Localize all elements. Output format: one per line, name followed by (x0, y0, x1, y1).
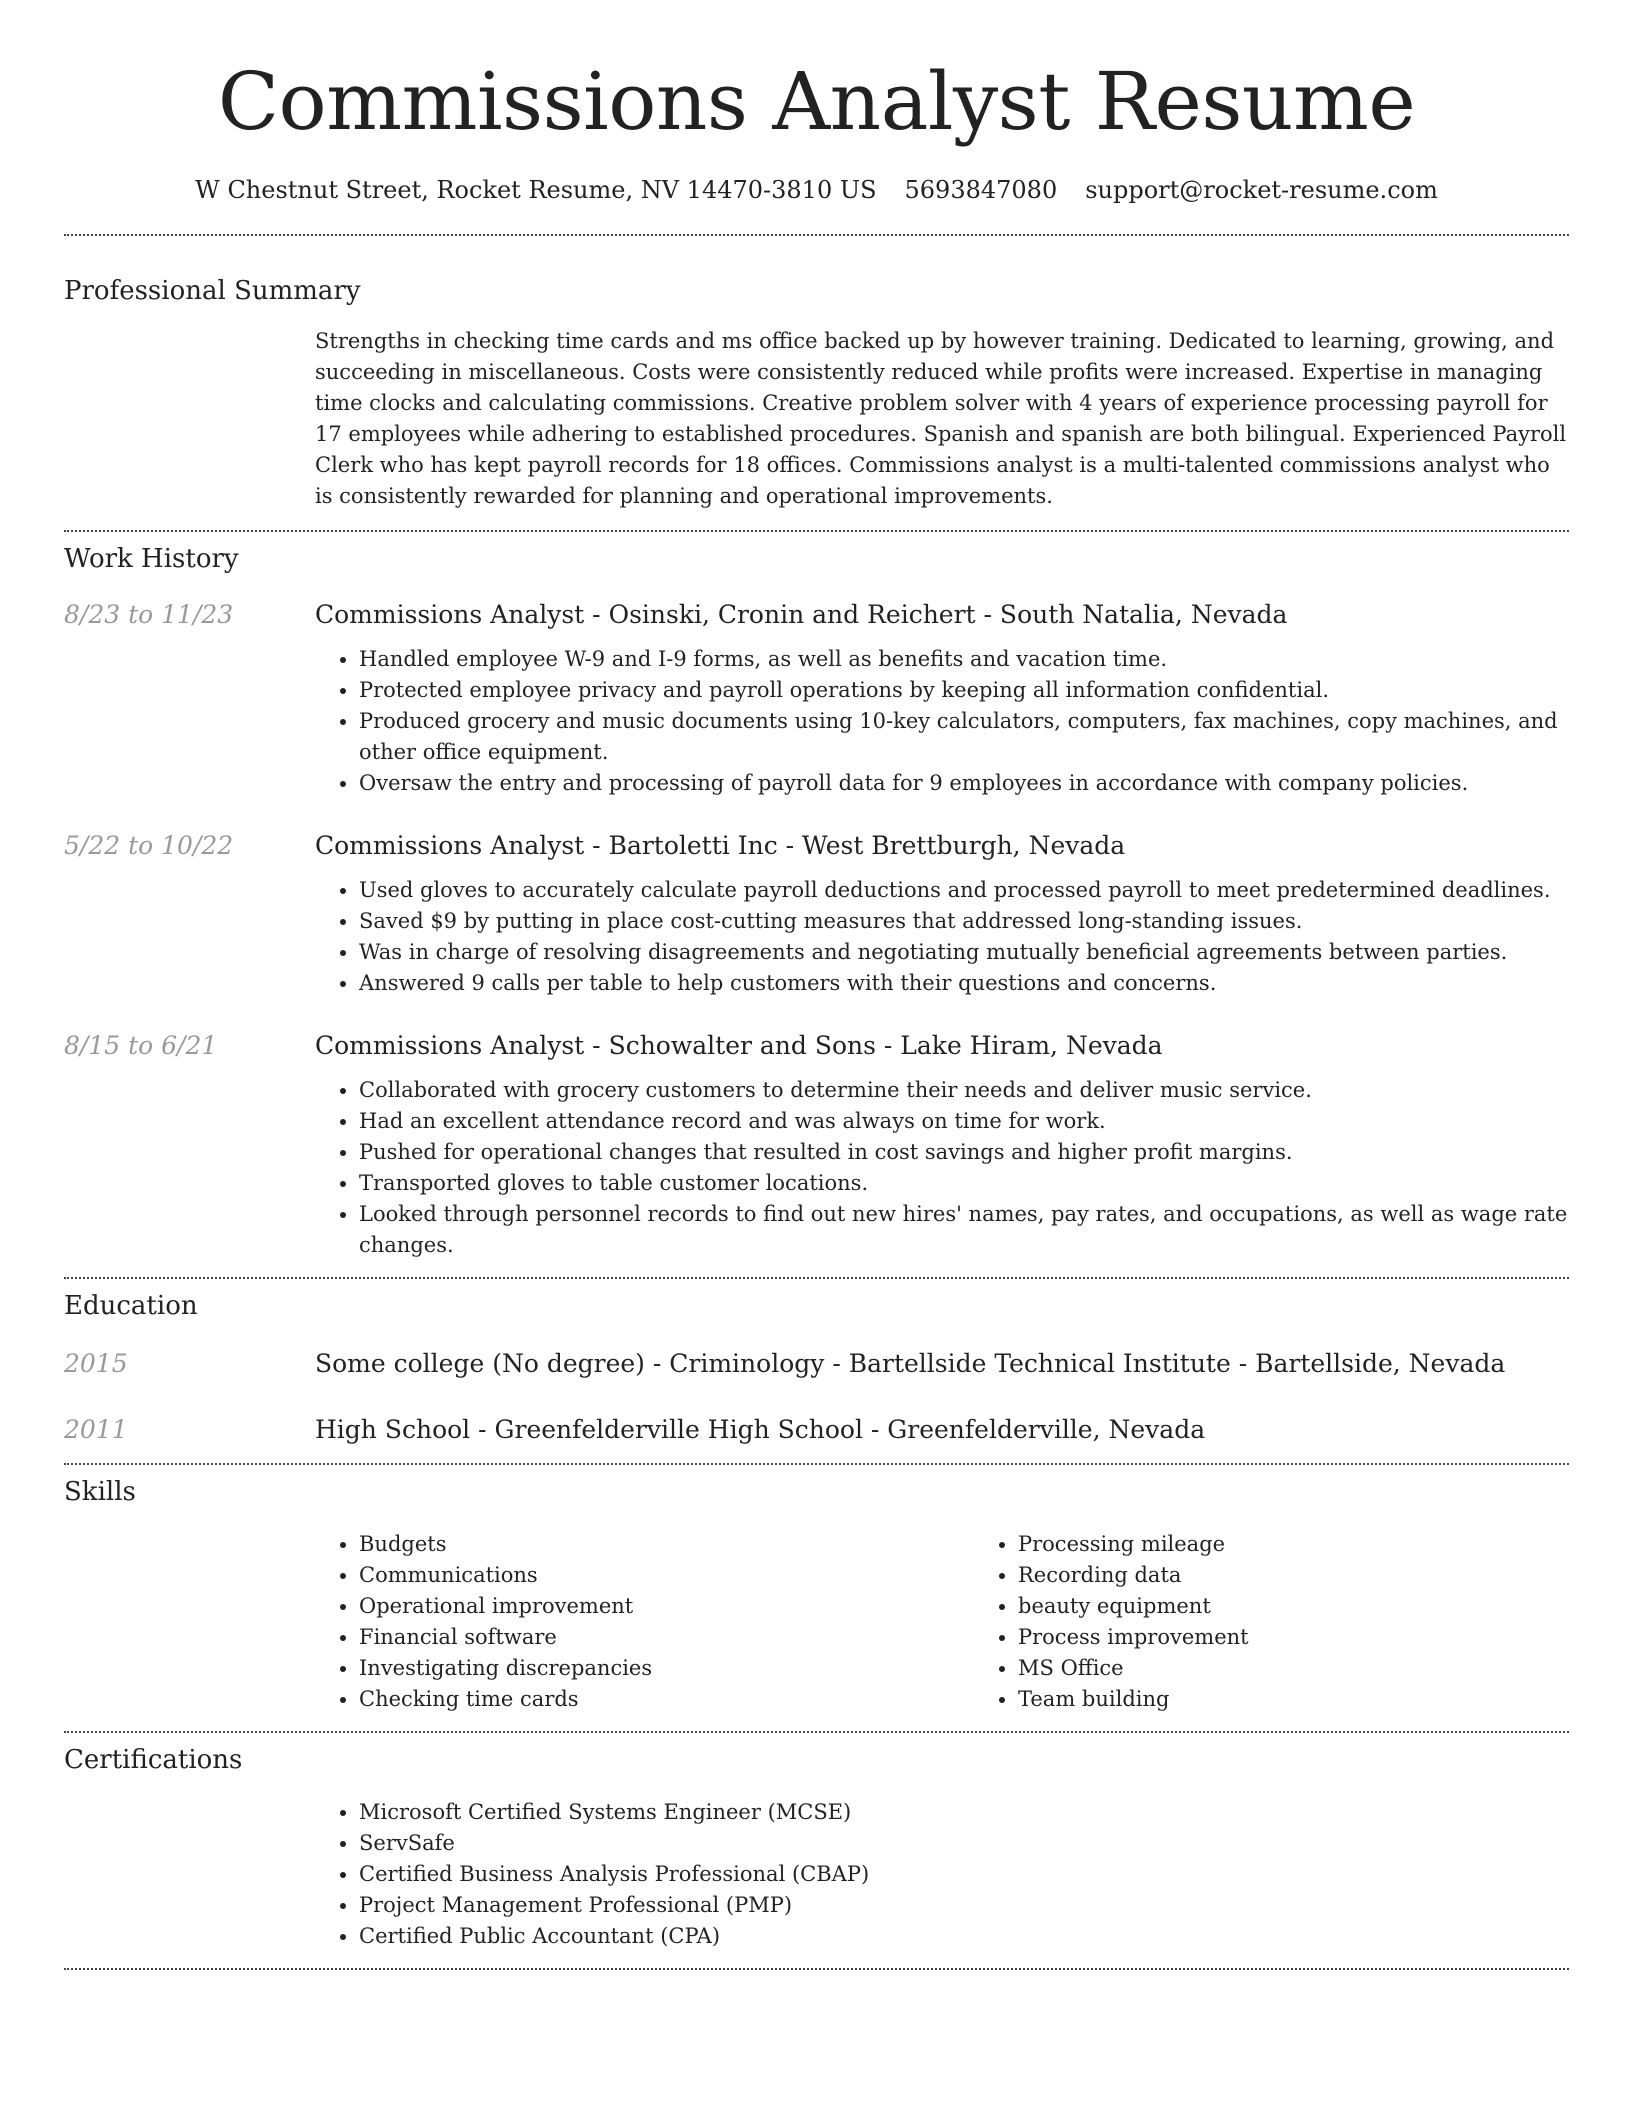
list-item: • Answered 9 calls per table to help customers with their questions and concerns. (359, 968, 1569, 999)
education-entry (64, 1347, 1569, 1381)
list-item: • Financial software (359, 1622, 974, 1653)
list-item: • Certified Public Accountant (CPA) (359, 1921, 1569, 1952)
list-item: • beauty equipment (1018, 1591, 1632, 1622)
section-heading-work: Work History (64, 544, 239, 574)
divider (64, 1277, 1569, 1279)
job-entry (64, 598, 1569, 799)
list-item: • Was in charge of resolving disagreements and negotiating mutually beneficial agreements between parties. (359, 937, 1569, 968)
job-title: Commissions Analyst - Schowalter and Sons - Lake Hiram, Nevada (315, 1031, 1163, 1060)
job-bullets (315, 644, 1569, 799)
job-bullets (315, 1075, 1569, 1261)
list-item: • Recording data (1018, 1560, 1632, 1591)
list-item: • Handled employee W-9 and I-9 forms, as well as benefits and vacation time. (359, 644, 1569, 675)
list-item: • Protected employee privacy and payroll operations by keeping all information confidential. (359, 675, 1569, 706)
summary-text: Strengths in checking time cards and ms office backed up by however training. Dedicated to learning, growing, and succeeding in miscellaneous. Costs were consistently reduced while profits were increased. Expertise in managing time clocks and calculating commissions. Creative problem solver with 4 years of experience processing payroll for 17 employees while adhering to established procedures. Spanish and spanish are both bilingual. Experienced Payroll Clerk who has kept payroll records for 18 offices. Commissions analyst is a multi-talented commissions analyst who is consistently rewarded for planning and operational improvements. (315, 329, 1567, 508)
job-title: Commissions Analyst - Bartoletti Inc - West Brettburgh, Nevada (315, 831, 1126, 860)
education-title: Some college (No degree) - Criminology - Bartellside Technical Institute - Bartellside, Nevada (315, 1349, 1506, 1378)
resume-page (64, 0, 1569, 1970)
job-entry (64, 1029, 1569, 1261)
education-title: High School - Greenfelderville High School - Greenfelderville, Nevada (315, 1415, 1206, 1444)
address: W Chestnut Street, Rocket Resume, NV 14470-3810 US (195, 176, 877, 204)
education-year: 2011 (64, 1415, 128, 1444)
list-item: • Operational improvement (359, 1591, 974, 1622)
list-item: • Looked through personnel records to find out new hires' names, pay rates, and occupations, as well as wage rate changes. (359, 1199, 1569, 1261)
section-heading-skills: Skills (64, 1477, 136, 1507)
list-item: • Pushed for operational changes that resulted in cost savings and higher profit margins. (359, 1137, 1569, 1168)
divider (64, 530, 1569, 532)
list-item: • Checking time cards (359, 1684, 974, 1715)
divider (64, 1731, 1569, 1733)
job-dates: 5/22 to 10/22 (64, 831, 234, 860)
divider (64, 1968, 1569, 1970)
list-item: • Transported gloves to table customer locations. (359, 1168, 1569, 1199)
list-item: • Budgets (359, 1529, 974, 1560)
certifications-list (315, 1797, 1569, 1952)
skills-list-right (974, 1529, 1632, 1715)
phone: 5693847080 (904, 176, 1058, 204)
skills-lists (315, 1529, 1632, 1715)
list-item: • Processing mileage (1018, 1529, 1632, 1560)
list-item: • Team building (1018, 1684, 1632, 1715)
list-item: • Had an excellent attendance record and was always on time for work. (359, 1106, 1569, 1137)
section-heading-certifications: Certifications (64, 1745, 243, 1775)
list-item: • MS Office (1018, 1653, 1632, 1684)
list-item: • Project Management Professional (PMP) (359, 1890, 1569, 1921)
list-item: • Investigating discrepancies (359, 1653, 974, 1684)
section-heading-summary: Professional Summary (64, 276, 361, 306)
job-dates: 8/15 to 6/21 (64, 1031, 218, 1060)
email: support@rocket-resume.com (1085, 176, 1438, 204)
list-item: • Collaborated with grocery customers to determine their needs and deliver music service. (359, 1075, 1569, 1106)
divider (64, 234, 1569, 236)
skills-row (64, 1529, 1569, 1715)
summary-row (64, 326, 1569, 512)
contact-line (64, 174, 1569, 206)
section-heading-education: Education (64, 1291, 198, 1321)
list-item: • Used gloves to accurately calculate payroll deductions and processed payroll to meet predetermined deadlines. (359, 875, 1569, 906)
divider (64, 1463, 1569, 1465)
list-item: • Process improvement (1018, 1622, 1632, 1653)
list-item: • Oversaw the entry and processing of payroll data for 9 employees in accordance with company policies. (359, 768, 1569, 799)
list-item: • Microsoft Certified Systems Engineer (MCSE) (359, 1797, 1569, 1828)
list-item: • Communications (359, 1560, 974, 1591)
list-item: • Saved $9 by putting in place cost-cutting measures that addressed long-standing issues. (359, 906, 1569, 937)
list-item: • Produced grocery and music documents using 10-key calculators, computers, fax machines, copy machines, and other office equipment. (359, 706, 1569, 768)
education-year: 2015 (64, 1349, 128, 1378)
skills-list-left (315, 1529, 974, 1715)
certifications-row (64, 1797, 1569, 1952)
job-bullets (315, 875, 1569, 999)
job-dates: 8/23 to 11/23 (64, 600, 234, 629)
job-title: Commissions Analyst - Osinski, Cronin and Reichert - South Natalia, Nevada (315, 600, 1288, 629)
education-entry (64, 1413, 1569, 1447)
page-title: Commissions Analyst Resume (217, 55, 1416, 148)
list-item: • Certified Business Analysis Professional (CBAP) (359, 1859, 1569, 1890)
list-item: • ServSafe (359, 1828, 1569, 1859)
job-entry (64, 829, 1569, 999)
